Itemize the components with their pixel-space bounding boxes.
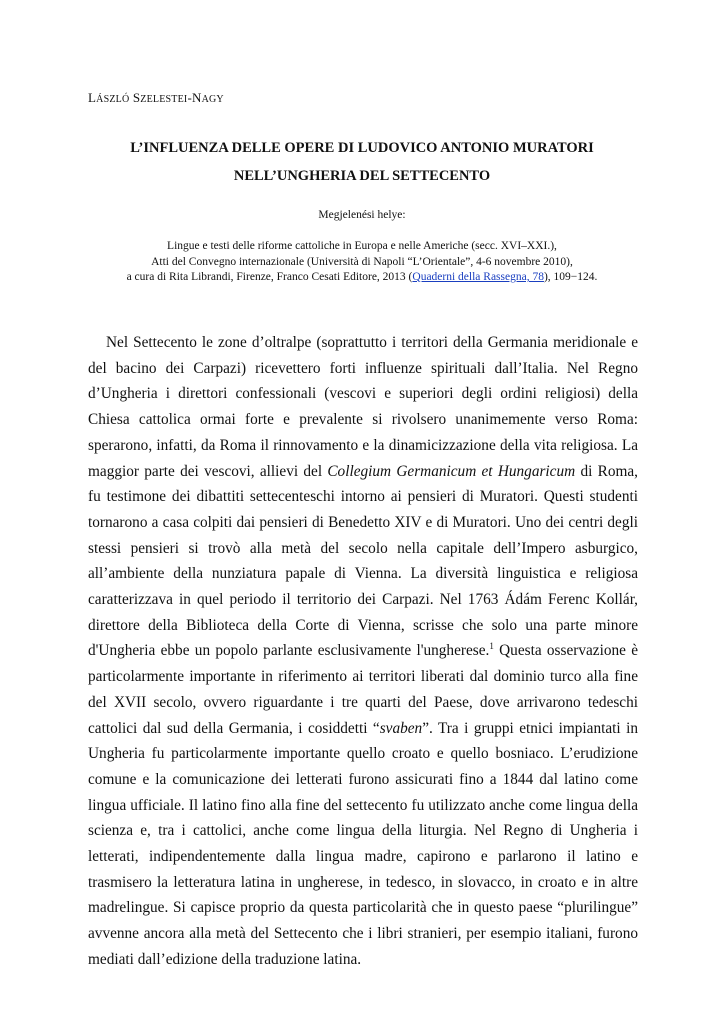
publication-line-1: Lingue e testi delle riforme cattoliche in Europa e nelle Americhe (secc. XVI–XXI.),	[167, 240, 557, 252]
publication-info	[50, 239, 674, 286]
title-line-1: L’INFLUENZA DELLE OPERE DI LUDOVICO ANTONIO MURATORI	[130, 140, 594, 156]
footnote-ref[interactable]: 1	[489, 641, 494, 652]
body-paragraph: Nel Settecento le zone d’oltralpe (soprattutto i territori della Germania meridionale e del bacino dei Carpazi) ricevettero forti influenze spirituali dall’Italia. Nel Regno d’Ungheria i direttori confessionali (vescovi e superiori degli ordini religiosi) della Chiesa cattolica ormai forte e prevalente si rivolsero unanimemente verso Roma: sperarono, infatti, da Roma il rinnovamento e la dinamicizzazione della vita religiosa. La maggior parte dei vescovi, allievi del Collegium Germanicum et Hungaricum di Roma, fu testimone dei dibattiti settecenteschi intorno ai pensieri di Muratori. Questi studenti tornarono a casa colpiti dai pensieri di Benedetto XIV e di Muratori. Uno dei centri degli stessi pensieri si trovò alla metà del secolo nella capitale dell’Impero asburgico, all’ambiente della nunziatura papale di Vienna. La diversità linguistica e religiosa caratterizzava in quel periodo il territorio dei Carpazi. Nel 1763 Ádám Ferenc Kollár, direttore della Biblioteca della Corte di Vienna, scrisse che solo una parte minore d'Ungheria ebbe un popolo parlante esclusivamente l'ungherese.$^1$ Questa osservazione è particolarmente importante in riferimento ai territori liberati dal dominio turco alla fine del XVII secolo, ovvero riguardante i tre quarti del Paese, dove arrivarono tedeschi cattolici dal sud della Germania, i cosiddetti “svaben”. Tra i gruppi etnici impiantati in Ungheria fu particolarmente importante quello croato e quello bosniaco. L’erudizione comune e la comunicazione dei letterati furono assicurati fino a 1844 dal latino come lingua ufficiale. Il latino fino alla fine del settecento fu utilizzato anche come lingua della scienza e, tra i cattolici, anche come lingua della liturgia. Nel Regno di Ungheria i letterati, indipendentemente dalla lingua madre, capirono e parlarono il latino e trasmisero la letteratura latina in ungherese, in tedesco, in slovacco, in croato e in altre madrelingue. Si capisce proprio da questa particolarità che in questo paese “plurilingue” avvenne ancora alla metà del Settecento che i libri stranieri, per esempio italiani, furono mediati dall’edizione della traduzione latina.	[88, 334, 638, 968]
publication-line-2: Atti del Convegno internazionale (Università di Napoli “L’Orientale”, 4-6 novembre 2010),	[151, 255, 573, 268]
document-title	[60, 134, 664, 190]
italic-svaben: svaben	[379, 719, 423, 737]
publication-heading: Megjelenési helye:	[318, 209, 406, 221]
series-link[interactable]: Quaderni della Rassegna, 78	[412, 271, 544, 283]
author-name: LÁSZLÓ SZELESTEI-NAGY	[88, 90, 224, 105]
publication-line-3: a cura di Rita Librandi, Firenze, Franco Cesati Editore, 2013 (Quaderni della Rassegna, 78), 109−124.	[126, 271, 598, 283]
italic-collegium: Collegium Germanicum et Hungaricum	[327, 462, 576, 480]
body-text	[88, 330, 638, 973]
title-line-2: NELL’UNGHERIA DEL SETTECENTO	[233, 168, 491, 184]
